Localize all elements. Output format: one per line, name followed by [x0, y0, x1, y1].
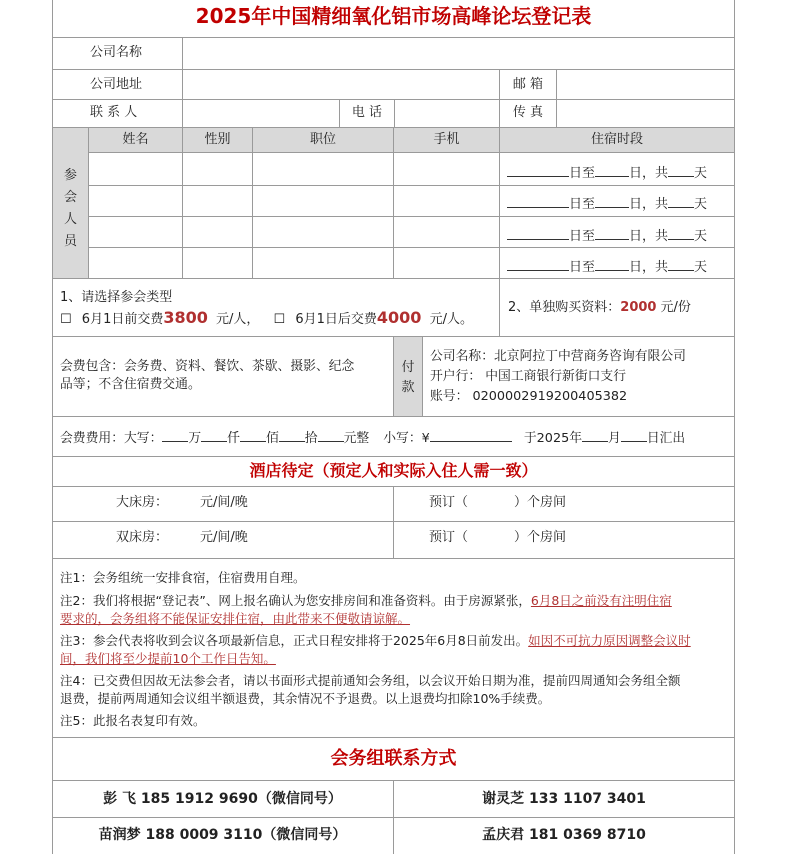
- contact-person-label: 联 系 人: [90, 105, 138, 120]
- material-price: 2000: [620, 300, 657, 315]
- twin-bed-label: 双床房：: [116, 530, 169, 545]
- twin-bed-booking[interactable]: 预订（ ）个房间: [429, 530, 567, 545]
- col-gender: 性别: [204, 132, 231, 147]
- col-position: 职位: [309, 132, 336, 147]
- payee-account: 账号： 0200002919200405382: [430, 389, 628, 404]
- note-5: 注5：此报名表复印有效。: [60, 713, 206, 728]
- contacts-title: 会务组联系方式: [330, 748, 457, 769]
- contact-2: 谢灵芝 133 1107 3401: [482, 791, 646, 807]
- fax-label: 传 真: [512, 105, 544, 120]
- twin-bed-price: 元/间/晚: [200, 530, 248, 545]
- company-name-label: 公司名称: [90, 45, 143, 60]
- col-name: 姓名: [122, 132, 149, 147]
- price-before: 3800: [163, 308, 208, 327]
- note-4: 注4：已交费但因故无法参会者，请以书面形式提前通知会务组，以会议开始日期为准，提前四周通知会务组全额 退费，提前两周通知会议组半额退费，其余情况不予退费。以上退费均扣除10%手续费。: [60, 673, 681, 706]
- hotel-title: 酒店待定（预定人和实际入住人需一致）: [249, 461, 538, 480]
- company-address-label: 公司地址: [90, 77, 143, 92]
- attendee-row[interactable]: [89, 248, 499, 278]
- price-after: 4000: [376, 308, 422, 327]
- contact-3: 苗润梦 188 0009 3110（微信同号）: [98, 827, 347, 843]
- stay-period[interactable]: 日至 日，共 天: [507, 257, 707, 276]
- amount-line[interactable]: 会费费用：大写： 万 仟 佰 拾 元整 小写：¥ 于2025年 月 日汇出: [60, 428, 685, 447]
- contact-person-input[interactable]: [183, 100, 339, 127]
- big-bed-booking[interactable]: 预订（ ）个房间: [429, 495, 567, 510]
- option-after-june1-checkbox[interactable]: ☐: [273, 312, 286, 327]
- big-bed-price: 元/间/晚: [200, 495, 248, 510]
- attendee-row[interactable]: [89, 186, 499, 216]
- company-address-input[interactable]: [183, 70, 499, 99]
- border-right: [734, 0, 735, 854]
- fee-type-label: 1、请选择参会类型: [60, 290, 173, 305]
- payee-company: 公司名称：北京阿拉丁中营商务咨询有限公司: [430, 349, 686, 364]
- option-before-june1-label: 6月1日前交费: [81, 312, 164, 327]
- phone-input[interactable]: [395, 100, 499, 127]
- attendee-row[interactable]: [89, 217, 499, 247]
- stay-period[interactable]: 日至 日，共 天: [507, 194, 707, 213]
- fax-input[interactable]: [557, 100, 734, 127]
- company-name-input[interactable]: [183, 38, 734, 69]
- form-title: 2025年中国精细氧化铝市场高峰论坛登记表: [195, 4, 592, 28]
- note-1: 注1：会务组统一安排食宿，住宿费用自理。: [60, 570, 306, 585]
- col-stay: 住宿时段: [590, 132, 643, 147]
- option-after-june1-label: 6月1日后交费: [295, 312, 377, 327]
- attendee-row[interactable]: [89, 153, 499, 184]
- option-before-june1-checkbox[interactable]: ☐: [60, 312, 72, 327]
- attendees-side-label: 参 会 人 员: [63, 168, 77, 249]
- big-bed-label: 大床房：: [116, 495, 169, 510]
- payment-label: 付 款: [401, 360, 415, 395]
- stay-period[interactable]: 日至 日，共 天: [507, 163, 707, 182]
- email-label: 邮 箱: [512, 77, 544, 92]
- contact-1: 彭 飞 185 1912 9690（微信同号）: [103, 791, 342, 807]
- fee-includes: 会费包含：会务费、资料、餐饮、茶歇、摄影、纪念 品等；不含住宿费交通。: [60, 359, 355, 392]
- registration-form: [52, 0, 735, 854]
- fee-options: ☐ 6月1日前交费3800 元/人， ☐ 6月1日后交费4000 元/人。: [60, 308, 473, 327]
- col-mobile: 手机: [433, 132, 460, 147]
- material-purchase: 2、单独购买资料：2000 元/份: [508, 300, 691, 315]
- email-input[interactable]: [557, 70, 734, 99]
- contact-4: 孟庆君 181 0369 8710: [482, 827, 646, 843]
- payee-bank: 开户行： 中国工商银行新街口支行: [430, 369, 627, 384]
- note-3: 注3：参会代表将收到会议各项最新信息，正式日程安排将于2025年6月8日前发出。如因不可抗力原因调整会议时 间，我们将至少提前10个工作日告知。: [60, 633, 691, 666]
- note-2: 注2：我们将根据“登记表”、网上报名确认为您安排房间和准备资料。由于房源紧张，6月8日之前没有注明住宿 要求的，会务组将不能保证安排住宿，由此带来不便敬请谅解。: [60, 593, 672, 626]
- stay-period[interactable]: 日至 日，共 天: [507, 226, 707, 245]
- phone-label: 电 话: [351, 105, 383, 120]
- payment-info: [430, 347, 686, 407]
